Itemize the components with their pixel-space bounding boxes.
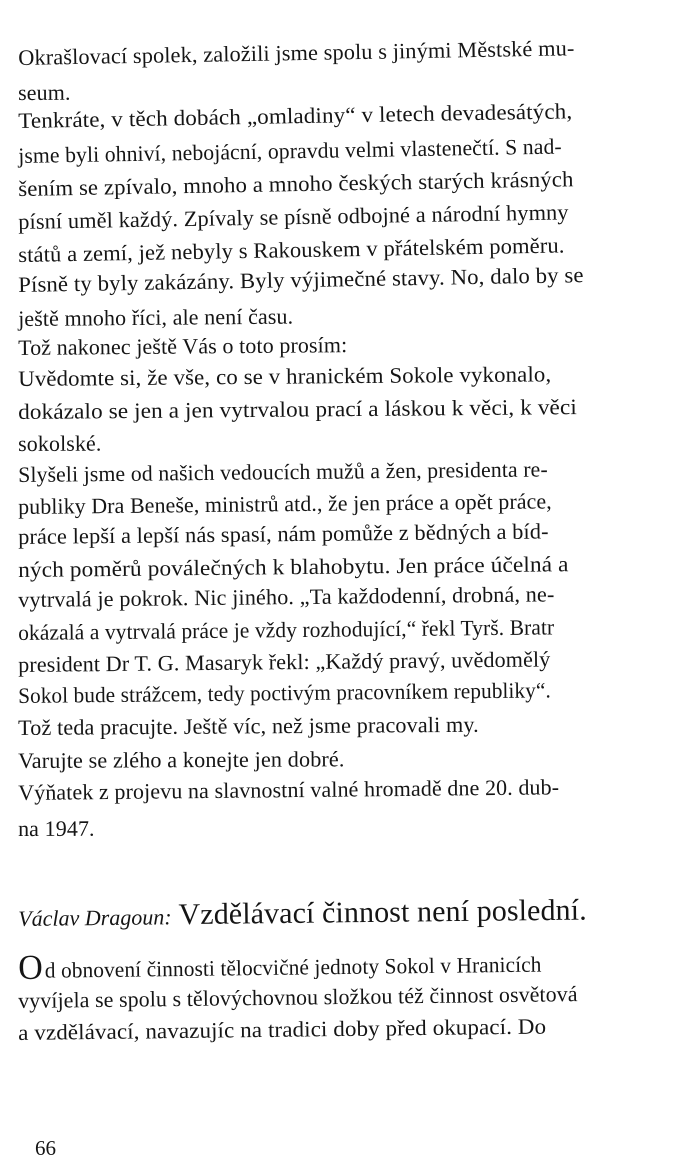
page-number: 66 [35, 1136, 56, 1160]
article-line-20: president Dr T. G. Masaryk řekl: „Každý pravý, uvědomělý [18, 646, 551, 677]
section-author: Václav Dragoun: [18, 904, 172, 931]
article-line-7: států a zemí, jež nebyly s Rakouskem v přátelském poměru. [18, 232, 565, 267]
article-line-2: seum. [18, 79, 71, 105]
article-line-8: Písně ty byly zakázány. Byly výjimečné stavy. No, dalo by se [18, 262, 584, 297]
section-line-1-text: d obnovení činnosti tělocvičné jednoty Sokol v Hranicích [44, 951, 542, 983]
article-line-22: Tož teda pracujte. Ještě víc, než jsme pracovali my. [18, 711, 479, 740]
article-line-14: Slyšeli jsme od našich vedoucích mužů a žen, presidenta re- [18, 456, 548, 487]
section-heading [18, 894, 587, 934]
article-line-6: písní uměl každý. Zpívaly se písně odbojné a národní hymny [18, 199, 569, 234]
section-line-3: a vzdělávací, navazujíc na tradici doby před okupací. Do [18, 1013, 547, 1045]
article-line-19: okázalá a vytrvalá práce je vždy rozhodující,“ řekl Tyrš. Bratr [18, 614, 555, 645]
article-line-18: vytrvalá je pokrok. Nic jiného. „Ta každodenní, drobná, ne- [18, 581, 555, 612]
article-line-11: Uvědomte si, že vše, co se v hranickém Sokole vykonalo, [18, 361, 552, 391]
article-line-4: jsme byli ohniví, nebojácní, opravdu velmi vlastenečtí. S nad- [18, 133, 562, 168]
article-line-12: dokázalo se jen a jen vytrvalou prací a láskou k věci, k věci [18, 394, 577, 424]
article-line-5: šením se zpívalo, mnoho a mnoho českých starých krásných [18, 166, 574, 201]
article-line-9: ještě mnoho říci, ale není času. [18, 303, 294, 331]
article-line-21: Sokol bude strážcem, tedy poctivým pracovníkem republiky“. [18, 677, 551, 708]
article-line-15: publiky Dra Beneše, ministrů atd., že jen práce a opět práce, [18, 488, 552, 519]
article-line-25: na 1947. [18, 815, 95, 841]
article-line-17: ných poměrů poválečných k blahobytu. Jen práce účelná a [18, 551, 569, 582]
article-line-3: Tenkráte, v těch dobách „omladiny“ v letech devadesátých, [18, 98, 573, 133]
article-line-10: Tož nakonec ještě Vás o toto prosím: [18, 332, 348, 360]
article-line-16: práce lepší a lepší nás spasí, nám pomůže z bědných a bíd- [18, 518, 549, 549]
article-line-13: sokolské. [18, 430, 102, 456]
article-line-1: Okrašlovací spolek, založili jsme spolu s jinými Městské mu- [18, 35, 575, 70]
article-line-23: Varujte se zlého a konejte jen dobré. [18, 746, 345, 773]
article-line-24: Výňatek z projevu na slavnostní valné hromadě dne 20. dub- [18, 774, 560, 805]
drop-cap: O [17, 947, 44, 987]
section-line-2: vyvíjela se spolu s tělovýchovnou složkou též činnost osvětová [18, 981, 578, 1013]
section-title: Vzdělávací činnost není poslední. [178, 893, 587, 932]
